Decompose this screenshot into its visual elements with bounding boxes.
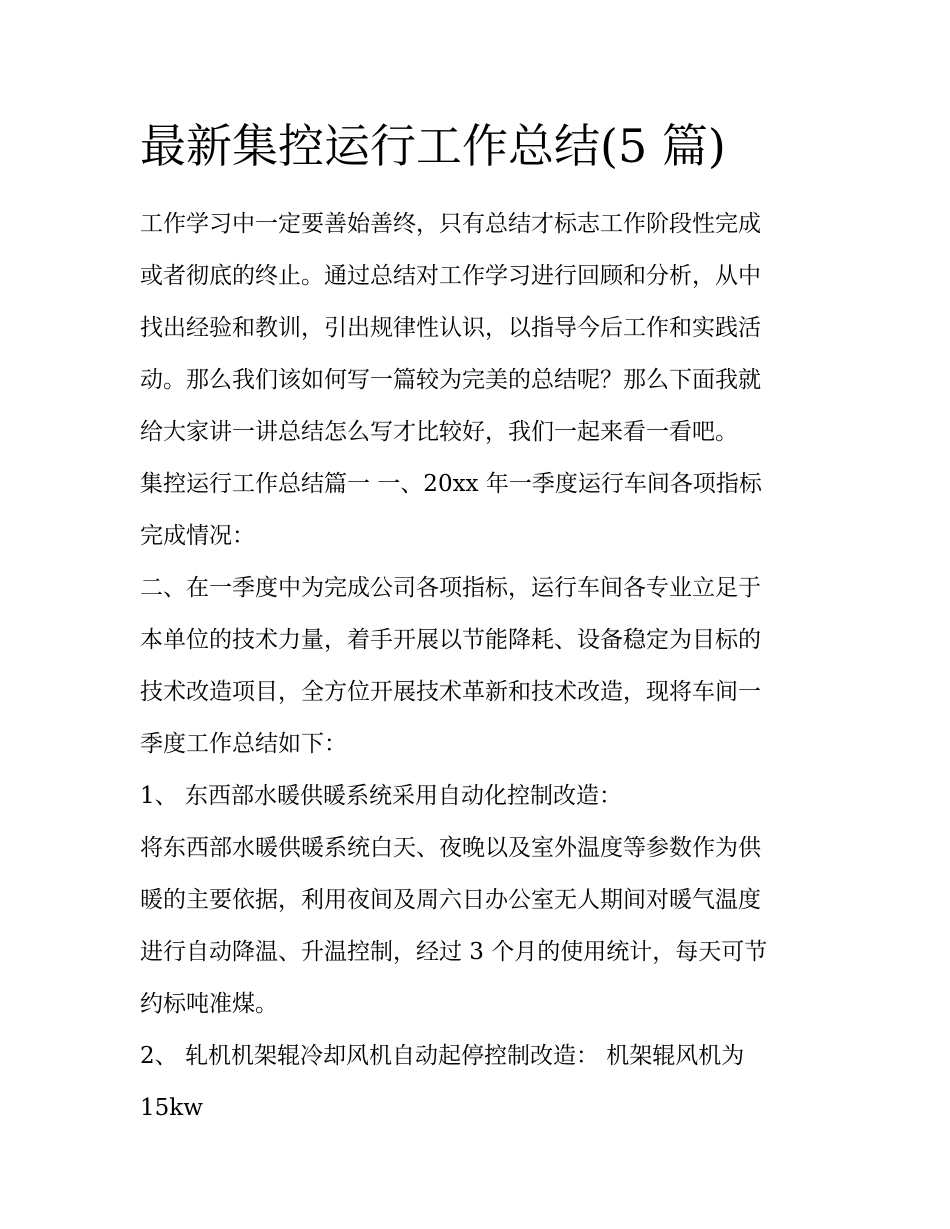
list-item-heading: 1、 东西部水暖供暖系统采用自动化控制改造： [140,783,622,809]
paragraph-line: 将东西部水暖供暖系统白天、夜晚以及室外温度等参数作为供 [140,835,761,861]
paragraph-line: 暖的主要依据，利用夜间及周六日办公室无人期间对暖气温度 [140,887,761,913]
paragraph-line: 15kw [140,1095,203,1121]
paragraph-line: 本单位的技术力量，着手开展以节能降耗、设备稳定为目标的 [140,627,761,653]
paragraph-line: 集控运行工作总结篇一 一、20xx 年一季度运行车间各项指标 [140,471,762,497]
document-title: 最新集控运行工作总结(5 篇) [140,119,726,173]
paragraph-line: 完成情况： [140,523,255,549]
document-body [140,198,812,1134]
paragraph-line: 找出经验和教训，引出规律性认识，以指导今后工作和实践活 [140,315,761,341]
paragraph-line: 约标吨准煤。 [140,991,278,1017]
paragraph-line: 给大家讲一讲总结怎么写才比较好，我们一起来看一看吧。 [140,419,738,445]
paragraph-line: 工作学习中一定要善始善终，只有总结才标志工作阶段性完成 [140,211,761,237]
paragraph-line: 或者彻底的终止。通过总结对工作学习进行回顾和分析，从中 [140,263,761,289]
paragraph-line: 二、在一季度中为完成公司各项指标，运行车间各专业立足于 [140,575,761,601]
paragraph-line: 进行自动降温、升温控制，经过 3 个月的使用统计，每天可节 [140,939,768,965]
paragraph-line: 动。那么我们该如何写一篇较为完美的总结呢？那么下面我就 [140,367,761,393]
paragraph-line: 技术改造项目，全方位开展技术革新和技术改造，现将车间一 [140,679,761,705]
list-item-heading: 2、 轧机机架辊冷却风机自动起停控制改造： 机架辊风机为 [140,1043,745,1069]
paragraph-line: 季度工作总结如下： [140,731,347,757]
